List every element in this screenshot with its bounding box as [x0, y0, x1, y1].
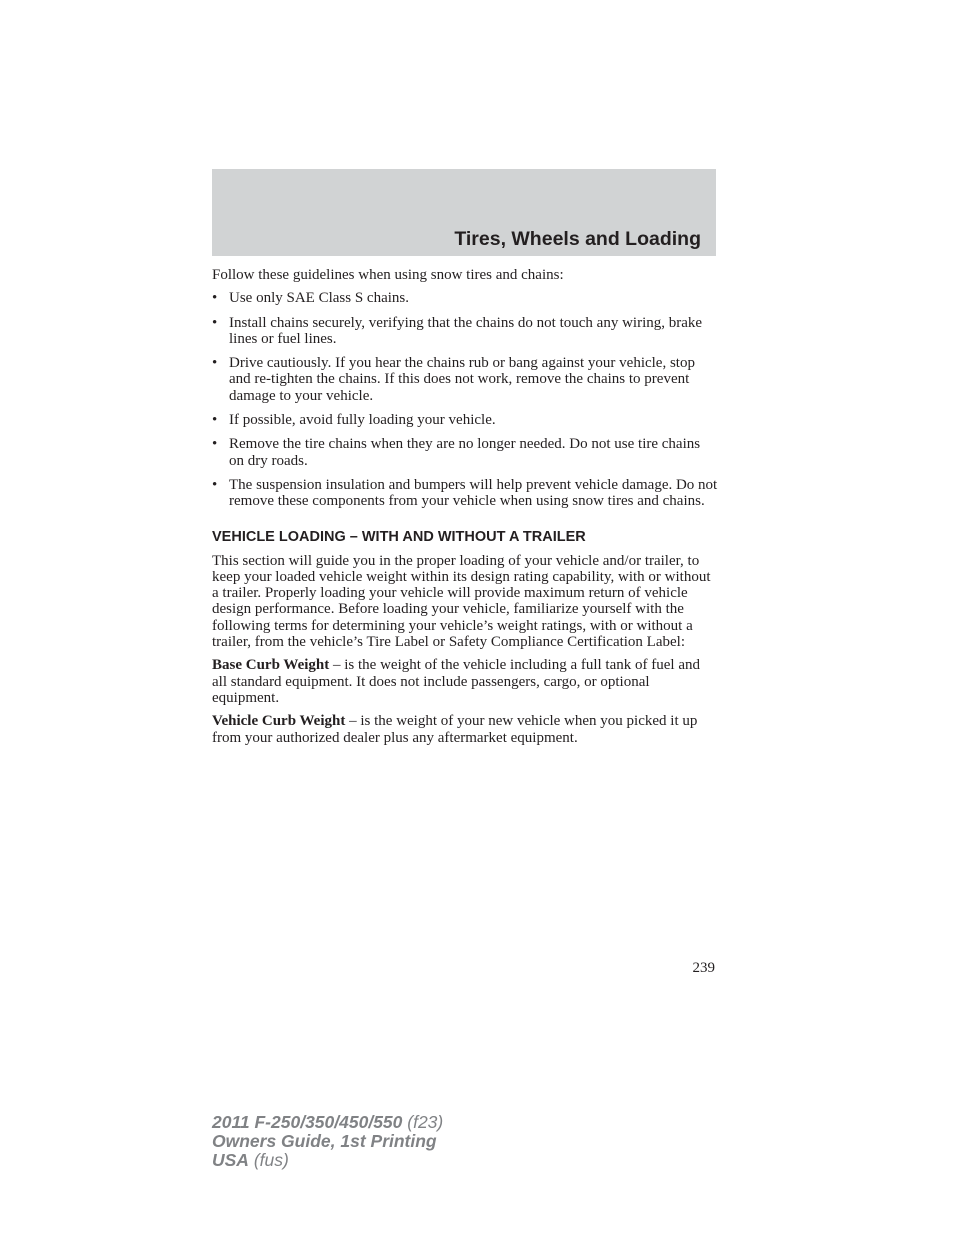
footer-model-code: (f23)	[402, 1112, 444, 1132]
footer-edition: Owners Guide, 1st Printing	[212, 1131, 437, 1151]
section-title: Tires, Wheels and Loading	[454, 228, 701, 250]
snow-chain-guidelines-list	[212, 290, 718, 509]
list-item	[212, 436, 718, 469]
definition-term: Base Curb Weight	[212, 657, 330, 674]
bullet-icon: •	[212, 290, 218, 307]
document-footer	[212, 1113, 443, 1170]
footer-edition-line	[212, 1132, 443, 1151]
footer-market-code: (fus)	[248, 1150, 289, 1170]
definition-text: – is the weight of the vehicle including a full tank of fuel and all standard equipment. It does not include passengers, cargo, or optional equipment.	[212, 657, 700, 706]
bullet-icon: •	[212, 314, 218, 331]
intro-paragraph: Follow these guidelines when using snow tires and chains:	[212, 267, 564, 283]
definition-base-curb-weight	[212, 657, 718, 706]
list-item	[212, 315, 718, 348]
vehicle-loading-heading: VEHICLE LOADING – WITH AND WITHOUT A TRAILER	[212, 528, 586, 545]
list-item	[212, 412, 718, 428]
definition-term: Vehicle Curb Weight	[212, 713, 346, 730]
definition-vehicle-curb-weight	[212, 713, 718, 746]
footer-model: 2011 F-250/350/450/550	[212, 1112, 403, 1132]
footer-model-line	[212, 1113, 443, 1132]
list-item	[212, 290, 718, 306]
definition-text: – is the weight of your new vehicle when you picked it up from your authorized dealer plus any aftermarket equipment.	[212, 713, 698, 746]
page-content	[212, 267, 718, 753]
list-item-text: If possible, avoid fully loading your vehicle.	[229, 412, 496, 429]
list-item	[212, 477, 718, 510]
bullet-icon: •	[212, 436, 218, 453]
bullet-icon: •	[212, 412, 218, 429]
page-number: 239	[692, 960, 715, 976]
section-header-band	[212, 169, 716, 256]
list-item-text: The suspension insulation and bumpers will help prevent vehicle damage. Do not remove these components from your vehicle when using snow tires and chains.	[229, 476, 718, 510]
list-item	[212, 355, 718, 404]
footer-market: USA	[212, 1150, 249, 1170]
bullet-icon: •	[212, 355, 218, 372]
list-item-text: Remove the tire chains when they are no longer needed. Do not use tire chains on dry roads.	[229, 436, 701, 469]
footer-market-line	[212, 1151, 443, 1170]
list-item-text: Use only SAE Class S chains.	[229, 290, 409, 307]
list-item-text: Drive cautiously. If you hear the chains rub or bang against your vehicle, stop and re-tighten the chains. If this does not work, remove the chains to prevent damage to your vehicle.	[229, 355, 695, 404]
list-item-text: Install chains securely, verifying that the chains do not touch any wiring, brake lines or fuel lines.	[229, 314, 703, 347]
vehicle-loading-paragraph: This section will guide you in the proper loading of your vehicle and/or trailer, to keep your loaded vehicle weight within its design rating capability, with or without a trailer. Properly loading your vehicle will provide maximum return of vehicle design performance. Before loading your vehicle, familiarize yourself with the following terms for determining your vehicle’s weight ratings, with or without a trailer, from the vehicle’s Tire Label or Safety Compliance Certification Label:	[212, 552, 711, 651]
bullet-icon: •	[212, 476, 218, 493]
